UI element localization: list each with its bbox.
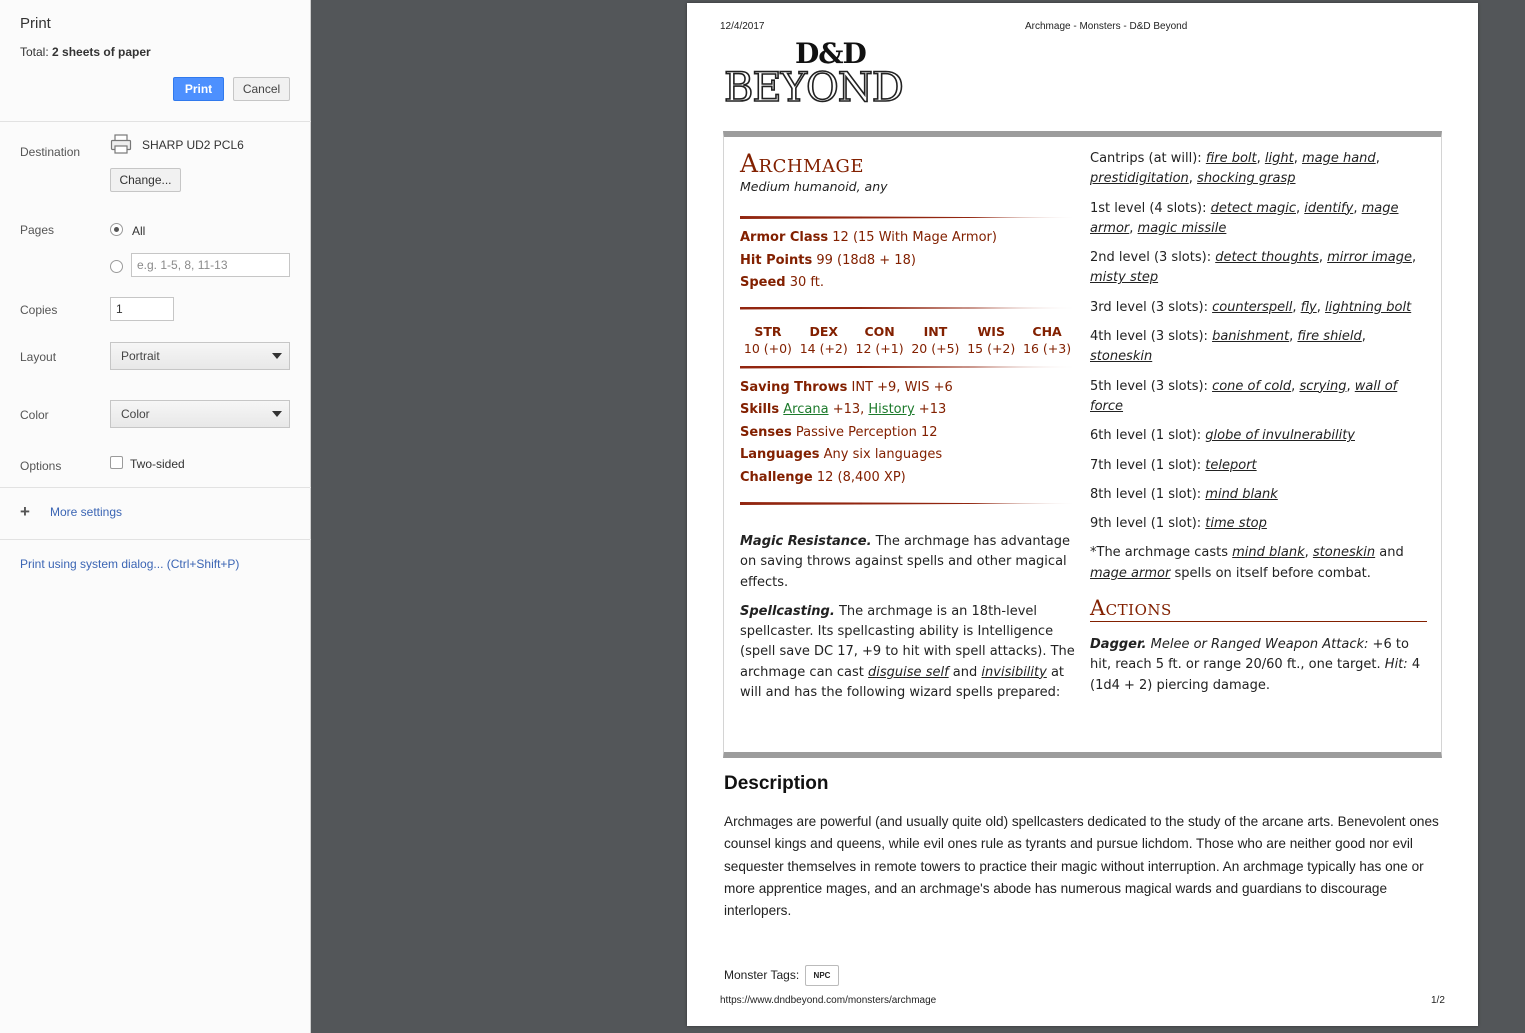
spell-level-line: 4th level (3 slots): banishment, fire shield, stoneskin	[1090, 329, 1366, 365]
armor-class: Armor Class 12 (15 With Mage Armor)	[740, 230, 997, 245]
spell-link[interactable]: identify	[1304, 200, 1354, 216]
pages-custom-radio[interactable]	[110, 260, 123, 273]
stat-block-right-column	[1090, 149, 1427, 696]
dialog-title: Print	[20, 15, 51, 32]
spell-link[interactable]: lightning bolt	[1325, 299, 1412, 315]
page-number: 1/2	[1431, 995, 1445, 1006]
spell-link[interactable]: invisibility	[981, 664, 1047, 680]
divider	[0, 539, 311, 540]
ability-int: INT 20 (+5)	[911, 323, 960, 356]
spell-link[interactable]: mind blank	[1232, 545, 1305, 561]
stat-block-left-column	[740, 149, 1075, 703]
skill-history-link[interactable]: History	[868, 402, 915, 417]
spell-link[interactable]: globe of invulnerability	[1205, 428, 1355, 444]
destination-label: Destination	[20, 145, 81, 159]
total-value: 2 sheets of paper	[52, 45, 151, 59]
skill-arcana-link[interactable]: Arcana	[783, 402, 829, 417]
spell-link[interactable]: counterspell	[1212, 299, 1293, 315]
spell-level-line: 3rd level (3 slots): counterspell, fly, lightning bolt	[1090, 299, 1412, 315]
more-settings-link[interactable]: More settings	[50, 505, 123, 519]
divider	[740, 307, 1075, 310]
spell-link[interactable]: prestidigitation	[1090, 171, 1189, 187]
spell-level-line: 1st level (4 slots): detect magic, identify, mage armor, magic missile	[1090, 200, 1399, 236]
spell-note: *The archmage casts mind blank, stoneskin and mage armor spells on itself before combat.	[1090, 545, 1404, 581]
spell-link[interactable]: stoneskin	[1312, 545, 1376, 561]
dnd-logo: D&D	[795, 37, 866, 70]
total-label: Total:	[20, 45, 53, 59]
beyond-logo: BEYOND	[724, 65, 903, 111]
spell-link[interactable]: misty step	[1090, 270, 1159, 286]
action-dagger: Dagger. Melee or Ranged Weapon Attack: +6 to hit, reach 5 ft. or range 20/60 ft., one target. Hit: 4 (1d4 + 2) piercing damage.	[1090, 637, 1421, 693]
description-text: Archmages are powerful (and usually quite old) spellcasters dedicated to the study of the arcane arts. Benevolent ones counsel kings and queens, while evil ones rule as tyrants and pursue lichdom. Those who are neither good nor evil sequester themselves in remote towers to practice their magic without interruption. An archmage typically has one or more apprentice mages, and an archmage's abode has numerous magical wards and guardians to discourage interlopers.	[724, 814, 1439, 919]
spell-link[interactable]: fire shield	[1297, 329, 1362, 345]
ability-cha: CHA 16 (+3)	[1023, 323, 1072, 356]
pages-label: Pages	[20, 223, 55, 237]
spell-level-line: 6th level (1 slot): globe of invulnerability	[1090, 428, 1355, 444]
spell-link[interactable]: magic missile	[1137, 220, 1227, 236]
ability-scores	[740, 322, 1075, 356]
spell-link[interactable]: mage armor	[1090, 200, 1399, 236]
divider	[740, 216, 1075, 219]
color-value: Color	[121, 407, 150, 421]
trait-spellcasting: Spellcasting. The archmage is an 18th-level spellcaster. Its spellcasting ability is Intelligence (spell save DC 17, +9 to hit with spell attacks). The archmage can cast disguise self and invisibility at will and has the following wizard spells prepared:	[740, 603, 1075, 701]
layout-value: Portrait	[121, 349, 160, 363]
dropdown-arrow-icon	[272, 411, 282, 417]
printer-name: SHARP UD2 PCL6	[142, 138, 244, 152]
description-heading: Description	[724, 773, 829, 794]
senses: Senses Passive Perception 12	[740, 424, 938, 440]
footer-url: https://www.dndbeyond.com/monsters/archmage	[720, 995, 937, 1006]
spell-link[interactable]: light	[1264, 151, 1294, 166]
spell-level-line: 7th level (1 slot): teleport	[1090, 457, 1257, 473]
spell-link[interactable]: mind blank	[1205, 486, 1278, 502]
pages-all-radio[interactable]	[110, 223, 123, 236]
sheet-total	[20, 45, 151, 59]
ability-wis: WIS 15 (+2)	[967, 323, 1016, 356]
two-sided-label: Two-sided	[130, 457, 185, 471]
hit-points: Hit Points 99 (18d8 + 18)	[740, 252, 916, 268]
ability-str: STR 10 (+0)	[743, 323, 792, 356]
copies-input[interactable]	[110, 297, 174, 321]
monster-type: Medium humanoid, any	[740, 179, 888, 194]
skills: Skills Arcana +13, History +13	[740, 402, 947, 417]
spell-link[interactable]: banishment	[1212, 329, 1290, 345]
spell-link[interactable]: mage hand	[1301, 151, 1376, 166]
ability-con: CON 12 (+1)	[855, 323, 904, 356]
spell-link[interactable]: teleport	[1205, 457, 1257, 473]
stat-block	[723, 131, 1442, 758]
color-select[interactable]	[110, 400, 290, 428]
divider	[740, 366, 1075, 369]
printer-icon	[110, 133, 132, 155]
spell-link[interactable]: scrying	[1299, 378, 1347, 394]
speed: Speed 30 ft.	[740, 275, 825, 290]
spell-level-line: 5th level (3 slots): cone of cold, scrying, wall of force	[1090, 378, 1398, 414]
divider	[0, 487, 311, 488]
ability-dex: DEX 14 (+2)	[799, 323, 848, 356]
saving-throws: Saving Throws INT +9, WIS +6	[740, 379, 953, 395]
spell-link[interactable]: mage armor	[1090, 565, 1171, 581]
spell-list	[1090, 149, 1427, 534]
dropdown-arrow-icon	[272, 353, 282, 359]
languages: Languages Any six languages	[740, 447, 943, 462]
spell-link[interactable]: shocking grasp	[1197, 171, 1296, 187]
challenge: Challenge 12 (8,400 XP)	[740, 469, 906, 485]
options-label: Options	[20, 459, 62, 473]
two-sided-checkbox[interactable]	[110, 456, 123, 469]
actions-heading: Actions	[1090, 596, 1427, 622]
trait-magic-resistance: Magic Resistance. The archmage has advantage on saving throws against spells and other magical effects.	[740, 534, 1070, 590]
spell-link[interactable]: mirror image	[1327, 250, 1412, 266]
spell-level-line: 2nd level (3 slots): detect thoughts, mirror image, misty step	[1090, 250, 1417, 286]
spell-link[interactable]: wall of force	[1090, 378, 1398, 414]
monster-name: Archmage	[740, 149, 865, 178]
spell-link[interactable]: time stop	[1205, 516, 1267, 532]
spell-link[interactable]: fly	[1300, 299, 1317, 315]
copies-label: Copies	[20, 303, 58, 317]
print-date: 12/4/2017	[720, 21, 765, 32]
monster-tag-npc[interactable]: NPC	[805, 965, 839, 986]
spell-link[interactable]: disguise self	[868, 664, 949, 680]
pages-all-label: All	[132, 224, 146, 238]
spell-link[interactable]: stoneskin	[1090, 349, 1153, 365]
cancel-button[interactable]: Cancel	[233, 77, 290, 101]
divider	[740, 502, 1075, 505]
plus-icon[interactable]: +	[20, 502, 30, 521]
page-preview	[687, 3, 1478, 1026]
spell-level-line: Cantrips (at will): fire bolt, light, mage hand, prestidigitation, shocking grasp	[1090, 151, 1380, 187]
print-button[interactable]: Print	[173, 77, 224, 101]
spell-link[interactable]: fire bolt	[1205, 151, 1257, 166]
spell-link[interactable]: detect thoughts	[1215, 250, 1319, 266]
spell-level-line: 9th level (1 slot): time stop	[1090, 516, 1267, 532]
layout-select[interactable]	[110, 342, 290, 370]
spell-link[interactable]: cone of cold	[1212, 378, 1292, 394]
layout-label: Layout	[20, 350, 57, 364]
color-label: Color	[20, 408, 49, 422]
monster-tags-label: Monster Tags:	[724, 968, 800, 982]
divider	[0, 121, 311, 122]
print-settings-panel	[0, 0, 311, 1033]
pages-input[interactable]	[131, 253, 290, 277]
spell-link[interactable]: detect magic	[1210, 200, 1296, 216]
change-destination-button[interactable]: Change...	[110, 168, 181, 192]
spell-level-line: 8th level (1 slot): mind blank	[1090, 486, 1278, 502]
system-dialog-link[interactable]: Print using system dialog... (Ctrl+Shift+P)	[20, 557, 240, 571]
print-page-title: Archmage - Monsters - D&D Beyond	[1025, 21, 1188, 32]
